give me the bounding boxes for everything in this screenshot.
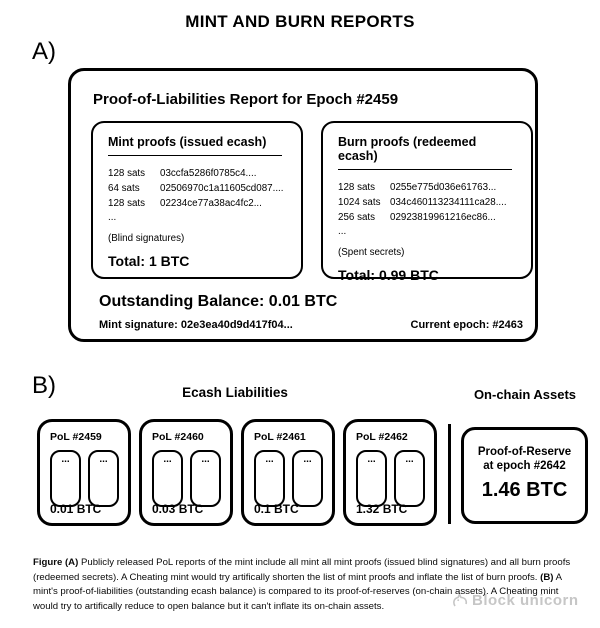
burn-rows-ellipsis: ... [338,226,347,237]
reserve-amount: 1.46 BTC [481,479,568,501]
pol-box-btc: 0.01 BTC [50,502,102,516]
caption-bold-b: (B) [540,571,554,583]
pol-box-label: PoL #2461 [254,431,306,443]
burn-proof-amount: 128 sats [338,182,376,193]
burn-proof-row [338,180,516,195]
pol-inner-proof: ... [50,450,81,507]
pol-box-2460 [139,419,233,526]
burn-proof-row [338,210,516,225]
watermark-text: Block unicorn [472,592,579,609]
burn-proof-row [338,195,516,210]
liabilities-assets-divider [448,424,451,524]
burn-proof-hash: 02923819961216ec86... [390,212,496,223]
caption-part1: Publicly released PoL reports of the mint include all mint all mint proofs (issued blind signatures) and all burn proofs (redeemed secrets). A Cheating mint would try artifically shorten the list of mint proofs and inflate the list of burn proofs. [33,557,571,583]
section-a-label: A) [32,38,56,65]
mint-proof-row [108,196,286,211]
pol-box-2462 [343,419,437,526]
pol-inner-row [50,450,119,507]
burn-heading-rule [338,169,512,170]
mint-proof-row [108,181,286,196]
page-title: MINT AND BURN REPORTS [185,12,415,31]
burn-proofs-heading: Burn proofs (redeemed ecash) [338,135,477,163]
pol-inner-proof: ... [394,450,425,507]
pol-box-label: PoL #2460 [152,431,204,443]
current-epoch: Current epoch: #2463 [410,319,523,331]
mint-total: Total: 1 BTC [108,253,190,269]
burn-proof-hash: 034c460113234111ca28.... [390,197,507,208]
pol-box-label: PoL #2459 [50,431,102,443]
burn-proof-hash: 0255e775d036e61763... [390,182,497,193]
mint-proof-hash: 02506970c1a11605cd087.... [160,183,284,194]
onchain-assets-heading: On-chain Assets [473,387,577,402]
mint-proofs-heading: Mint proofs (issued ecash) [108,135,267,149]
pol-box-2459 [37,419,131,526]
mint-proof-amount: 128 sats [108,198,146,209]
burn-proof-amount: 256 sats [338,212,376,223]
pol-inner-row [254,450,323,507]
ecash-liabilities-heading: Ecash Liabilities [182,385,288,400]
pol-box-label: PoL #2462 [356,431,408,443]
outstanding-balance: Outstanding Balance: 0.01 BTC [99,293,338,310]
burn-proofs-box [321,121,533,283]
pol-inner-proof: ... [190,450,221,507]
mint-proof-hash: 02234ce77a38ac4fc2... [160,198,262,209]
pol-report-title: Proof-of-Liabilities Report for Epoch #2459 [93,91,399,108]
signature-row [99,319,523,331]
mint-signature: Mint signature: 02e3ea40d9d417f04... [99,319,293,331]
pol-inner-proof: ... [152,450,183,507]
mint-proof-row [108,166,286,181]
pol-box-btc: 0.1 BTC [254,502,299,516]
mint-proof-amount: 128 sats [108,168,146,179]
mint-rows-ellipsis: ... [108,212,117,223]
burn-note: (Spent secrets) [338,247,405,258]
pol-box-btc: 1.32 BTC [356,502,408,516]
figure-caption [33,556,581,614]
pol-inner-proof: ... [88,450,119,507]
pol-inner-row [152,450,221,507]
burn-total: Total: 0.99 BTC [338,267,439,283]
pol-box-2461 [241,419,335,526]
pol-inner-proof: ... [356,450,387,507]
pol-report-box [68,68,538,342]
mint-heading-rule [108,155,282,156]
pol-inner-proof: ... [292,450,323,507]
mint-proofs-box [91,121,303,279]
reserve-line-1: Proof-of-Reserve [477,446,572,458]
pol-inner-proof: ... [254,450,285,507]
proof-of-reserve-box [461,427,588,524]
mint-proof-hash: 03ccfa5286f0785c4.... [160,168,257,179]
mint-proof-amount: 64 sats [108,183,140,194]
mint-note: (Blind signatures) [108,233,185,244]
pol-inner-row [356,450,425,507]
caption-bold-a: Figure (A) [33,557,79,568]
pol-boxes-row [37,419,437,526]
section-b-label: B) [32,372,56,399]
reserve-line-2: at epoch #2642 [483,460,566,472]
burn-proof-amount: 1024 sats [338,197,381,208]
caption-part2: A mint's proof-of-liabilities (outstanding ecash balance) is compared to its proof-of-reserves (on-chain assets). A Cheating mint would try to artifically reduce to open balance but it can't inflate its on-chain assets. [33,571,562,612]
pol-box-btc: 0.03 BTC [152,502,204,516]
